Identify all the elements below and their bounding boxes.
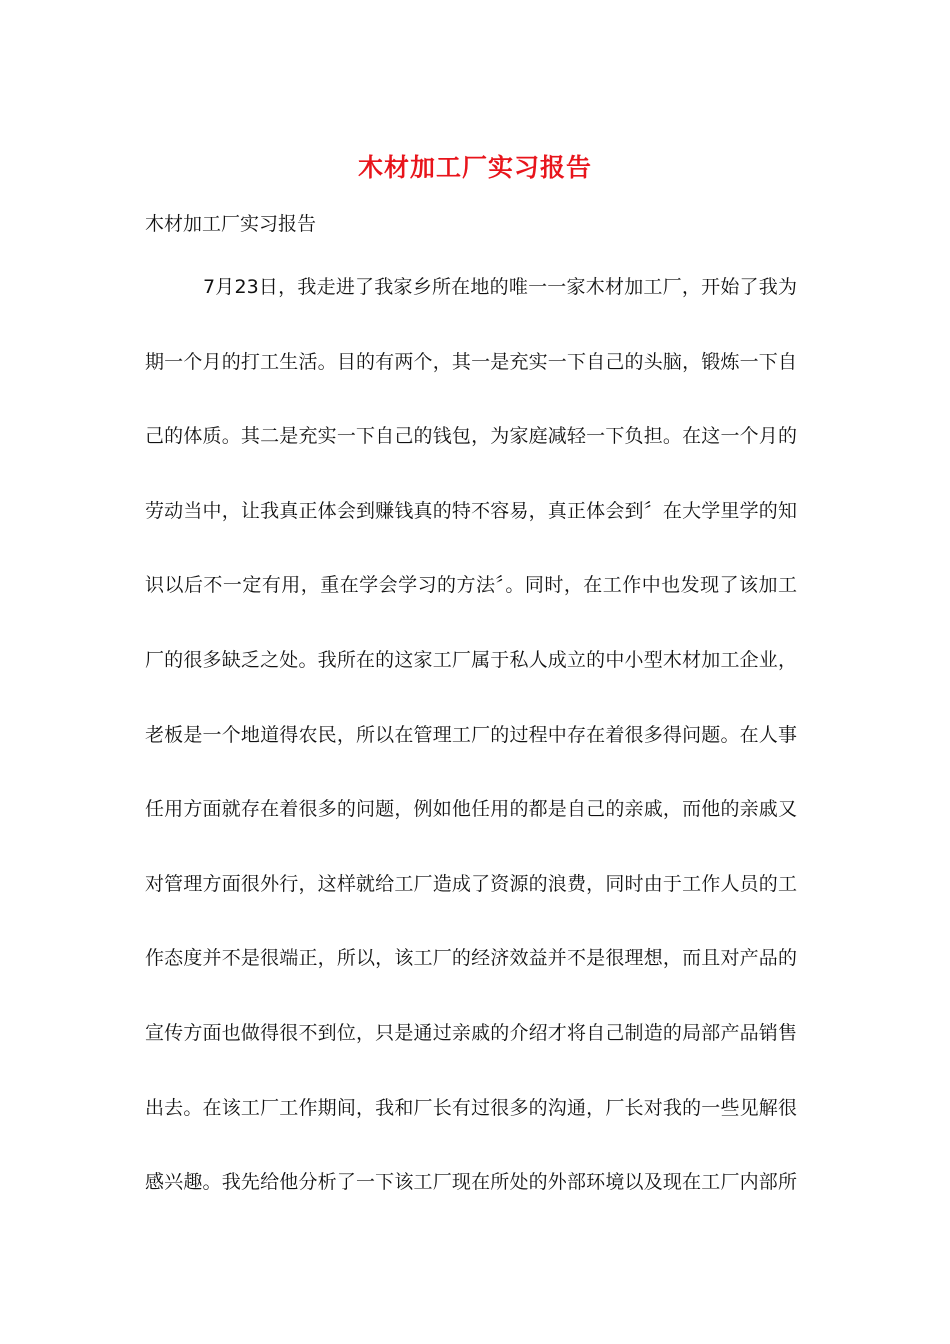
paragraph-line: 厂的很多缺乏之处。我所在的这家工厂属于私人成立的中小型木材加工企业，	[145, 648, 797, 671]
body-paragraph	[145, 253, 797, 1223]
paragraph-line: 7月23日，我走进了我家乡所在地的唯一一家木材加工厂，开始了我为	[203, 276, 797, 298]
paragraph-line: 劳动当中，让我真正体会到赚钱真的特不容易，真正体会到〞在大学里学的知	[145, 499, 797, 522]
paragraph-line: 期一个月的打工生活。目的有两个，其一是充实一下自己的头脑，锻炼一下自	[145, 350, 797, 373]
paragraph-line: 识以后不一定有用，重在学会学习的方法〞。同时，在工作中也发现了该加工	[145, 574, 797, 597]
paragraph-line: 出去。在该工厂工作期间，我和厂长有过很多的沟通，厂长对我的一些见解很	[145, 1096, 797, 1119]
document-title: 木材加工厂实习报告	[357, 153, 592, 182]
paragraph-line: 宣传方面也做得很不到位，只是通过亲戚的介绍才将自己制造的局部产品销售	[145, 1021, 797, 1044]
paragraph-line: 作态度并不是很端正，所以，该工厂的经济效益并不是很理想，而且对产品的	[145, 947, 797, 970]
document-subtitle: 木材加工厂实习报告	[145, 213, 317, 235]
paragraph-line: 任用方面就存在着很多的问题，例如他任用的都是自己的亲戚，而他的亲戚又	[145, 798, 797, 821]
paragraph-line: 感兴趣。我先给他分析了一下该工厂现在所处的外部环境以及现在工厂内部所	[145, 1171, 797, 1194]
paragraph-line: 己的体质。其二是充实一下自己的钱包，为家庭减轻一下负担。在这一个月的	[145, 425, 797, 448]
paragraph-line: 对管理方面很外行，这样就给工厂造成了资源的浪费，同时由于工作人员的工	[145, 872, 797, 895]
paragraph-line: 老板是一个地道得农民，所以在管理工厂的过程中存在着很多得问题。在人事	[145, 723, 797, 746]
